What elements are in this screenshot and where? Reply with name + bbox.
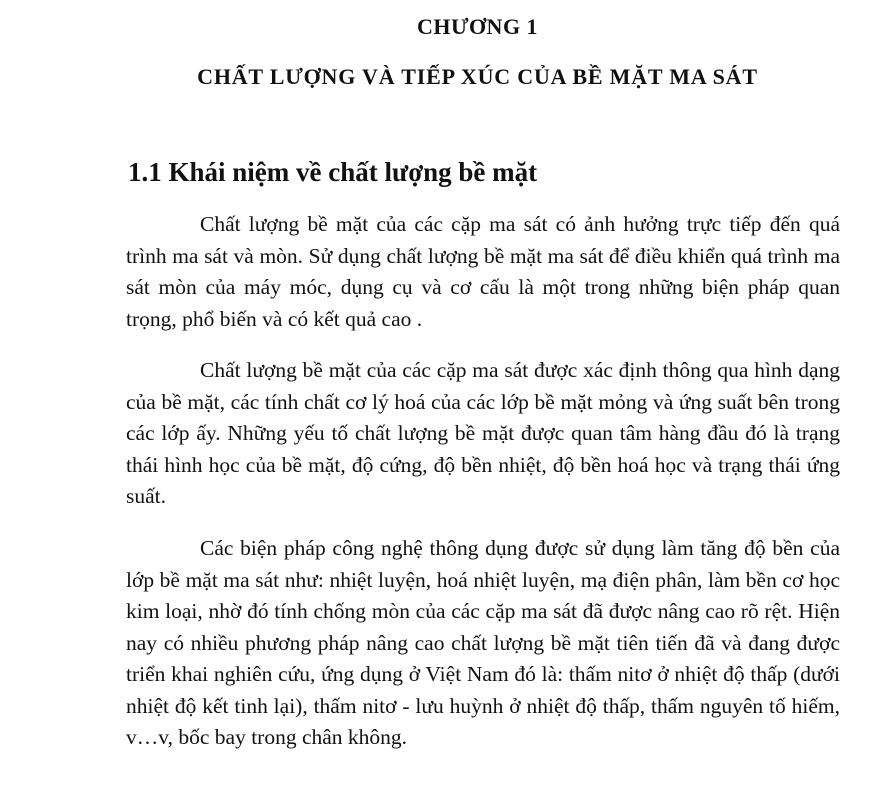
section-heading: 1.1 Khái niệm về chất lượng bề mặt <box>128 157 538 187</box>
paragraph: Các biện pháp công nghệ thông dụng được sử dụng làm tăng độ bền của lớp bề mặt ma sát như: nhiệt luyện, hoá nhiệt luyện, mạ điện phân, làm bền cơ học kim loại, nhờ đó tính chống mòn của các cặp ma sát đã được nâng cao rõ rệt. Hiện nay có nhiều phương pháp nâng cao chất lượng bề mặt tiên tiến đã và đang được triển khai nghiên cứu, ứng dụng ở Việt Nam đó là: thấm nitơ ở nhiệt độ thấp (dưới nhiệt độ kết tinh lại), thấm nitơ - lưu huỳnh ở nhiệt độ thấp, thấm nguyên tố hiếm, v…v, bốc bay trong chân không. <box>126 536 840 749</box>
paragraph: Chất lượng bề mặt của các cặp ma sát được xác định thông qua hình dạng của bề mặt, các tính chất cơ lý hoá của các lớp bề mặt mỏng và ứng suất bên trong các lớp ấy. Những yếu tố chất lượng bề mặt được quan tâm hàng đầu đó là trạng thái hình học của bề mặt, độ cứng, độ bền nhiệt, độ bền hoá học và trạng thái ứng suất. <box>126 358 840 508</box>
chapter-label: CHƯƠNG 1 <box>416 14 539 39</box>
chapter-title: CHẤT LƯỢNG VÀ TIẾP XÚC CỦA BỀ MẶT MA SÁT <box>197 64 758 89</box>
paragraph: Chất lượng bề mặt của các cặp ma sát có ảnh hưởng trực tiếp đến quá trình ma sát và mòn. Sử dụng chất lượng bề mặt ma sát để điều khiển quá trình ma sát mòn của máy móc, dụng cụ và cơ cấu là một trong những biện pháp quan trọng, phổ biến và có kết quả cao . <box>126 212 840 331</box>
